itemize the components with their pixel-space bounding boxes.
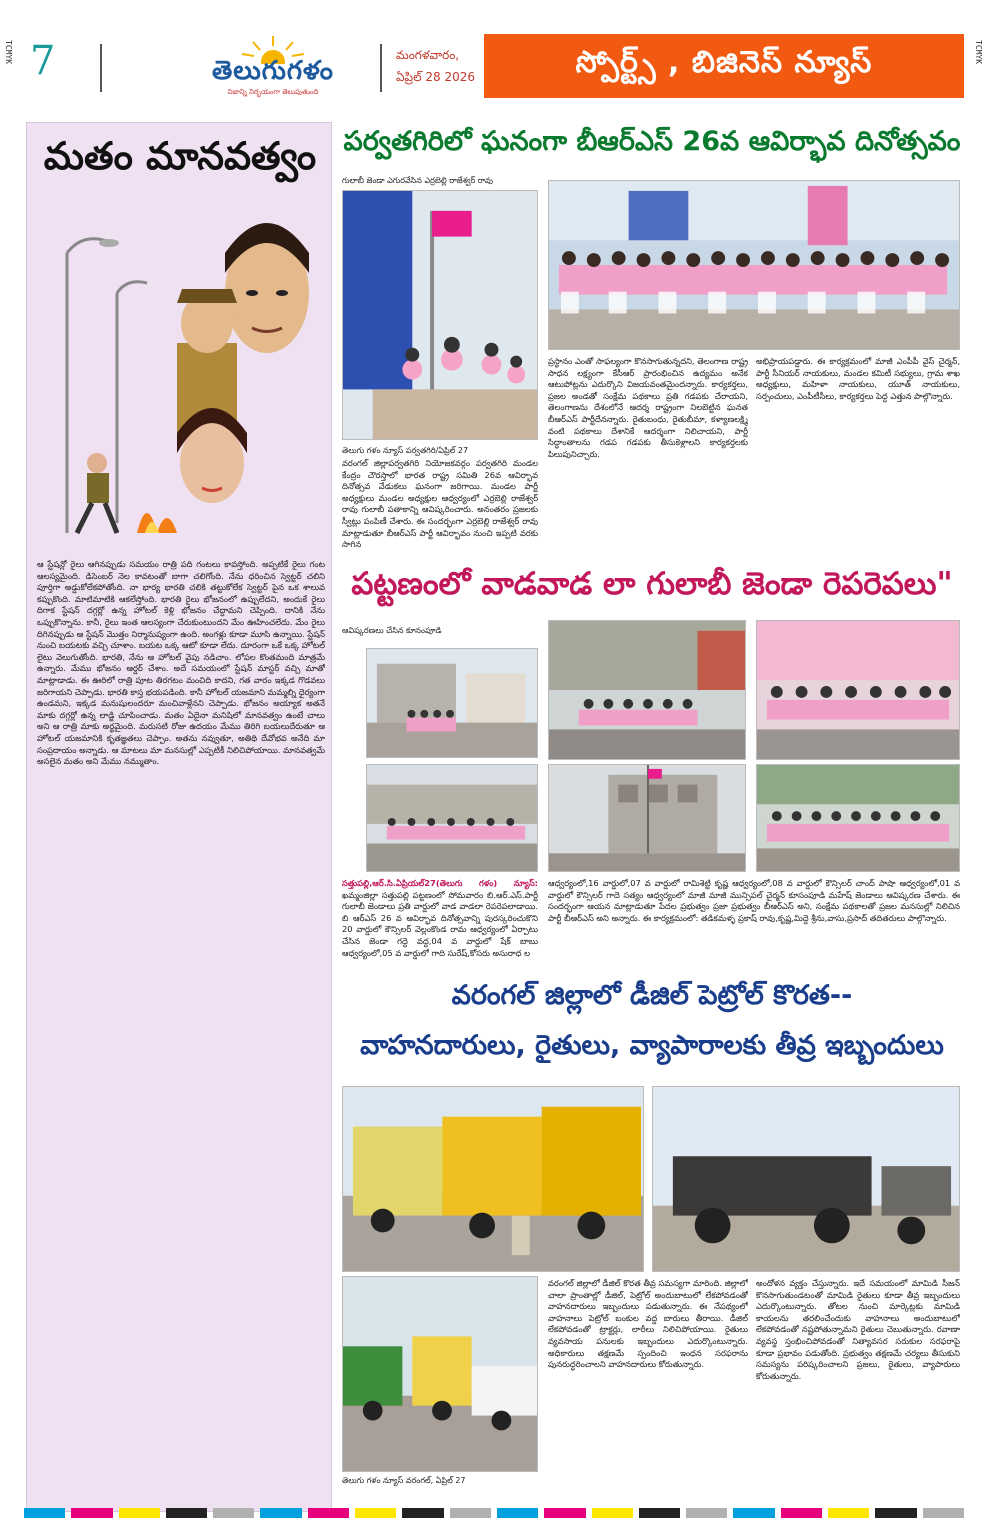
story2-photo-5 [548, 764, 746, 872]
section-banner: స్పోర్ట్స్ , బిజినెస్ న్యూస్ [484, 34, 964, 98]
story-illustration [37, 193, 323, 553]
color-swatch [733, 1508, 774, 1518]
logo-text: తెలుగుగళం [212, 56, 334, 86]
color-swatch [166, 1508, 207, 1518]
color-swatch [213, 1508, 254, 1518]
story2-photo-3 [756, 620, 960, 760]
color-swatch [923, 1508, 964, 1518]
story-title: మతం మానవత్వం [43, 133, 317, 178]
weekday: మంగళవారం, [396, 48, 460, 62]
color-swatch [781, 1508, 822, 1518]
color-swatch [686, 1508, 727, 1518]
story1-photo-flag-hoisting [342, 190, 538, 440]
color-swatch [639, 1508, 680, 1518]
page-number: 7 [30, 38, 56, 84]
story3-photo-tractors [652, 1086, 960, 1272]
story3-headline-line2: వాహనదారులు, రైతులు, వ్యాపారాలకు తీవ్ర ఇబ్బందులు [360, 1030, 944, 1061]
color-calibration-bar [24, 1508, 964, 1518]
color-swatch [24, 1508, 65, 1518]
color-swatch [592, 1508, 633, 1518]
story2-dateline: సత్తుపల్లి,ఆర్.సి.ఏప్రియల్27(తెలుగు గళం) న్యూస్: [342, 878, 538, 888]
story3-photo-queue [342, 1276, 538, 1472]
registration-mark-left: TCMYK [4, 40, 13, 65]
date-block [396, 44, 475, 88]
story2-photo-4 [366, 764, 538, 872]
color-swatch [497, 1508, 538, 1518]
color-swatch [260, 1508, 301, 1518]
issue-date: ఏప్రిల్ 28 2026 [396, 70, 476, 84]
story2-photo-1 [366, 648, 538, 758]
story2-photo-6 [756, 764, 960, 872]
story1-dateline: తెలుగు గళం న్యూస్ పర్వతగిరి/ఏప్రిల్ 27 [342, 446, 469, 455]
color-swatch [355, 1508, 396, 1518]
story1-text-col3: అభిప్రాయపడ్డారు. ఈ కార్యక్రమంలో మాజీ ఎంపీపీ వైస్ చైర్మన్, పార్టీ సీనియర్ నాయకులు, మండల కమిటీ సభ్యులు, గ్రామ శాఖ అధ్యక్షులు, మహిళా నాయకులు, యూత్ నాయకులు, సర్పంచులు, ఎంపీటీసీలు, కార్యకర్తలు పెద్ద ఎత్తున పాల్గొన్నారు. [756, 356, 960, 401]
story-body: ఆ స్టేషన్లో రైలు ఆగినప్పుడు సమయం రాత్రి పది గంటలు కావస్తోంది. అప్పటికే రైలు గంట ఆలస్యమైంది. డిసెంబర్ నెల కావటంతో బాగా చలిగోంది. నేను ధరించిన స్వెట్టర్ చలిని పూర్తిగా అడ్డుకోలేకపోతోంది. నా భార్య భారతి చలికి తట్టుకోలేక స్వెట్టర్ పైన ఒక శాలువ కప్పుకొంది. మాటిమాటికి ఆకలేస్తోంది. భారతి రైలు భోజనంలో ఉప్పులేదని, అందుకే రైలు దిగాక స్టేషన్ దగ్గర్లో ఉన్న హోటల్ కెళ్లి భోజనం చేద్దామని చెప్పింది. దానికి నేను ఒప్పుకొన్నాను. కానీ, రైలు ఇంత ఆలస్యంగా చేరుకుంటుందని మేం ఊహించలేదు. మేం రైలు దిగినప్పుడు ఆ స్టేషన్ మొత్తం నిర్మానుష్యంగా ఉంది. అంగళ్లు కూడా మూసి ఉన్నాయి. స్టేషన్ నుంచి బయటకు వచ్చి చూశాం. బయట ఒక్క ఆటో కూడా లేదు. దూరంగా ఒకే ఒక్క హోటల్ లైటు వెలుగుతోంది. భారతి, నేను ఆ హోటల్ వైపు నడిచాం. లోపల కొంతమంది మాత్రమే ఉన్నారు. మేము భోజనం ఆర్డర్ చేశాం. అదే సమయంలో స్టేషన్ మాస్టర్ వచ్చి మాతో మాట్లాడాడు. ఈ ఊరిలో రాత్రి పూట తిరగటం మంచిది కాదని, గత వారం ఇక్కడ గొడవలు జరిగాయని చెప్పాడు. భారతి కాస్త భయపడింది. కానీ హోటల్ యజమాని మమ్మల్ని ధైర్యంగా ఉండమని, ఇక్కడ మనుషులందరూ మంచివాళ్లేనని చెప్పాడు. భోజనం అయ్యాక అతనే మాకు దగ్గర్లో ఉన్న లాడ్జి చూపించాడు. మతం ఏదైనా మనిషిలో మానవత్వం ఉంటే చాలు అని ఆ రాత్రి మాకు అర్థమైంది. మరుసటి రోజు ఉదయం మేము తిరిగి బయలుదేరుతూ ఆ హోటల్ యజమానికి కృతజ్ఞతలు చెప్పాం. అతను నవ్వుతూ, అతిథి దేవోభవ అనేది మా సంప్రదాయం అన్నాడు. ఆ మాటలు మా మనసుల్లో ఎప్పటికీ నిలిచిపోయాయి. మానవత్వమే అసలైన మతం అని మేము నమ్ముతాం. [37, 559, 325, 767]
story3-photo-trucks [342, 1086, 644, 1272]
color-swatch [828, 1508, 869, 1518]
story2-photo-2 [548, 620, 746, 760]
story2-text [342, 878, 538, 970]
story3-dateline: తెలుగు గళం న్యూస్ వరంగల్, ఏప్రిల్ 27 [342, 1476, 466, 1485]
story1-text-col1: వరంగల్ జిల్లాపర్వతగిరి నియోజకవర్గం పర్వతగిరి మండల కేంద్రం చౌరస్తాలో భారత రాష్ట్ర సమితి 26వ ఆవిర్భావ దినోత్సవ వేడుకలు ఘనంగా జరిగాయి. మండల పార్టీ అధ్యక్షులు మండల అధ్యక్షుల ఆధ్వర్యంలో ఎర్రబెల్లి రాజేశ్వర్ రావు గులాబీ పతాకాన్ని ఆవిష్కరించారు. అనంతరం ప్రజలకు స్వీట్లు పంపిణీ చేశారు. ఈ సందర్భంగా ఎర్రబెల్లి రాజేశ్వర్ రావు మాట్లాడుతూ బీఆర్ఎస్ పార్టీ ఆవిర్భావం నుంచి ఇప్పటి వరకు సాగిన [342, 458, 538, 550]
story3-text-col1: వరంగల్ జిల్లాలో డీజిల్ కొరత తీవ్ర సమస్యగా మారింది. జిల్లాలో చాలా ప్రాంతాల్లో డీజిల్, పెట్రోల్ అందుబాటులో లేకపోవడంతో వాహనదారులు ఇబ్బందులు పడుతున్నారు. ఈ నేపథ్యంలో వాహనాలు పెట్రోల్ బంకుల వద్ద బారులు తీరాయి. డీజిల్ లేకపోవడంతో ట్రాక్టర్లు, లారీలు నిలిచిపోయాయి. రైతులు వ్యవసాయ పనులకు ఇబ్బందులు ఎదుర్కొంటున్నారు. అధికారులు తక్షణమే స్పందించి ఇంధన సరఫరాను పునరుద్ధరించాలని వాహనదారులు కోరుతున్నారు. [548, 1278, 748, 1370]
header-divider [100, 44, 102, 92]
color-swatch [71, 1508, 112, 1518]
header-divider [380, 44, 382, 92]
story1-photo-group [548, 180, 960, 350]
page-header [24, 34, 964, 100]
story2-body: ఖమ్మంజిల్లా సత్తుపల్లి పట్టణంలో సోమవారం బి.ఆర్.ఎస్.పార్టీ గులాబీ జెండాలు ప్రతి వార్డులో వాడ వాడలా రెపరెపలాడాయి. బి ఆర్ఎస్ 26 వ ఆవిర్భావ దినోత్సవాన్ని పురస్కరించుకొని 20 వార్డులో కౌన్సిలర్ వెల్లంకొండ రామ ఆధ్వర్యంలో ఏర్పాటు చేసిన జెండా గద్దె వద్ద,04 వ వార్డులో షేక్ బాబు ఆధ్వర్యంలో,05 వ వార్డులో గాది సురేష్,కోసరు అసురాధ ల [342, 889, 538, 958]
color-swatch [875, 1508, 916, 1518]
logo-tagline: నిజాన్ని నిర్భయంగా తెలుపుతుంది [227, 88, 319, 96]
masthead-logo [168, 34, 378, 100]
story2-headline: పట్టణంలో వాడవాడ లా గులాబీ జెండా రెపరెపలు" [351, 566, 953, 602]
color-swatch [402, 1508, 443, 1518]
story1-photo-caption: గులాబీ జెండా ఎగురవేసిన ఎర్రబెల్లి రాజేశ్వర్ రావు [342, 176, 494, 185]
story2-photo-caption: ఆవిష్కరణలు చేసిన కూనంపూడి [342, 626, 442, 635]
left-column-story [26, 122, 332, 1512]
story3-headline-line1: వరంగల్ జిల్లాలో డీజిల్ పెట్రోల్ కొరత-- [451, 980, 853, 1011]
story1-text-col2: ప్రస్థానం ఎంతో సాఫల్యంగా కొనసాగుతున్నదని, తెలంగాణ రాష్ట్ర సాధన లక్ష్యంగా కేసీఆర్ ప్రారంభించిన ఉద్యమం అనేక ఆటుపోట్లను ఎదుర్కొని విజయవంతమైందన్నారు. కార్యకర్తలు, ప్రజల అండతో సంక్షేమ పథకాలు ప్రతి గడపకు చేరాయని, తెలంగాణను దేశంలోనే ఆదర్శ రాష్ట్రంగా నిలబెట్టిన ఘనత బీఆర్ఎస్ పార్టీదేనన్నారు. రైతుబంధు, రైతుబీమా, కళ్యాణలక్ష్మి వంటి పథకాలు దేశానికే ఆదర్శంగా నిలిచాయని, పార్టీ సిద్ధాంతాలను గడప గడపకు తీసుకెళ్లాలని కార్యకర్తలకు పిలుపునిచ్చారు. [548, 356, 748, 459]
color-swatch [544, 1508, 585, 1518]
color-swatch [119, 1508, 160, 1518]
story1-headline: పర్వతగిరిలో ఘనంగా బీఆర్ఎస్ 26వ ఆవిర్భావ దినోత్సవం [343, 126, 961, 157]
color-swatch [308, 1508, 349, 1518]
story2-side-text: ఆధ్వర్యంలో,16 వార్డులో,07 వ వార్డులో రామిశెట్టి కృష్ణ ఆధ్వర్యంలో,08 వ వార్డులో కౌన్సిలర్ చాంద్ పాషా ఆధ్వర్యంలో,01 వ వార్డులో కౌన్సిలర్ గాదె సత్యం ఆధ్వర్యంలో మాజీ మాజీ మున్సిపల్ చైర్మన్ కూసంపూడి మహేష్ జెండాలు ఆవిష్కరణ చేశారు. ఈ సందర్భంగా ఆయన మాట్లాడుతూ పేదల ప్రభుత్వం ప్రజా ప్రభుత్వం బీఆర్ఎస్ అని, సంక్షేమ పథకాలతో ప్రజల మనసుల్లో నిలిచిన పార్టీ బీఆర్ఎస్ అని అన్నారు. ఈ కార్యక్రమంలో: తడికమళ్ళ ప్రకాష్ రావు,కృష్ణ,మిద్దె శ్రీను,వాసు,ప్రసాద్ తదితరులు పాల్గొన్నారు. [548, 878, 960, 923]
color-swatch [450, 1508, 491, 1518]
registration-mark-right: TCMYK [974, 40, 983, 65]
story3-text-col2: అందోళన వ్యక్తం చేస్తున్నారు. ఇదే సమయంలో మామిడి సీజన్ కొనసాగుతుండటంతో మామిడి రైతులు కూడా తీవ్ర ఇబ్బందులు ఎదుర్కొంటున్నారు. తోటల నుంచి మార్కెట్లకు మామిడి కాయలను తరలించేందుకు వాహనాలు అందుబాటులో లేకపోవడంతో నష్టపోతున్నామని రైతులు చెబుతున్నారు. రవాణా వ్యవస్థ స్తంభించిపోవడంతో నిత్యావసర సరుకుల సరఫరాపై కూడా ప్రభావం పడుతోంది. ప్రభుత్వం తక్షణమే చర్యలు తీసుకుని సమస్యను పరిష్కరించాలని ప్రజలు, రైతులు, వ్యాపారులు కోరుతున్నారు. [756, 1278, 960, 1381]
